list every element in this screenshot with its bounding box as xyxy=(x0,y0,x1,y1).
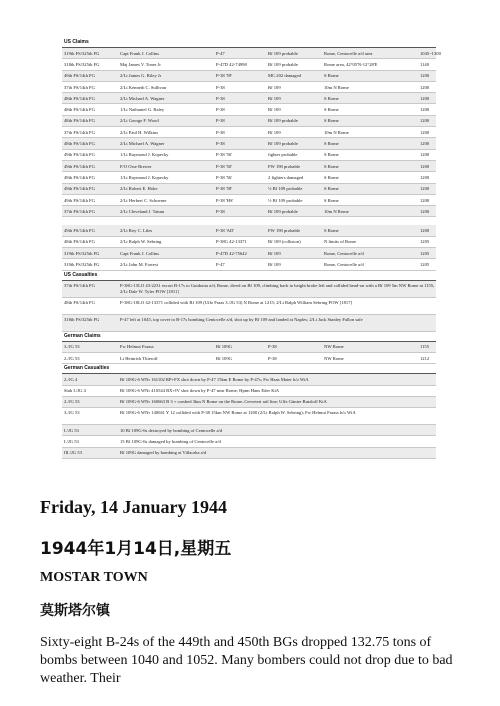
table-cell: 2/Lt Kenneth C. Sullivan xyxy=(120,84,167,90)
table-cell: 48th FS/14th FG xyxy=(64,107,95,113)
table-cell: 49th FS/14th FG xyxy=(64,152,95,158)
table-cell: 49th FS/14th FG xyxy=(64,228,95,234)
table-cell: 1/Lt Nathaniel G. Raley xyxy=(120,107,165,113)
table-cell: I./JG 53 xyxy=(64,427,79,433)
table-cell: P-38 '56' xyxy=(216,152,233,158)
table-cell: P-38 xyxy=(216,129,225,135)
table-cell: 10m N Rome xyxy=(324,84,349,90)
table-cell: Maj James V. Toner Jr xyxy=(120,61,161,67)
table-cell: P-38 xyxy=(268,355,277,361)
section-german-casualties: German Casualties xyxy=(62,364,436,374)
table-cell: 37th FS/14th FG xyxy=(64,129,95,135)
table-row xyxy=(62,281,436,298)
table-row xyxy=(62,374,436,385)
table-row xyxy=(62,161,436,172)
table-cell: P-47 xyxy=(216,261,225,267)
us-claims-rows-continued xyxy=(62,225,436,270)
table-cell: 49th FS/14th FG xyxy=(64,186,95,192)
table-cell: P-47 xyxy=(216,50,225,56)
table-cell: 319th FS/325th FG xyxy=(64,50,100,56)
table-cell: P-38 xyxy=(216,107,225,113)
table-row xyxy=(62,342,436,353)
table-cell: Bf 109G xyxy=(216,344,232,350)
table-cell: 1200 xyxy=(420,118,430,124)
table-cell: 49th FS/14th FG xyxy=(64,163,95,169)
table-cell: 2/Lt Michael A. Wagner xyxy=(120,95,165,101)
table-cell: S Rome xyxy=(324,95,339,101)
table-cell: 49th FS/14th FG xyxy=(64,73,95,79)
table-cell: 1200 xyxy=(420,163,430,169)
table-cell: 1/Lt Raymond J. Kopecky xyxy=(120,152,169,158)
table-cell: Stab I./JG 4 xyxy=(64,388,86,394)
table-cell: 1200 xyxy=(420,228,430,234)
table-row xyxy=(62,436,436,447)
table-row xyxy=(62,353,436,364)
table-cell: F/O Orse Brewer xyxy=(120,163,152,169)
table-cell: 37th FS/14th FG xyxy=(64,208,95,214)
table-cell: S Rome xyxy=(324,107,339,113)
section-us-claims: US Claims xyxy=(62,38,436,48)
date-heading-chinese: 1944年1月14日,星期五 xyxy=(40,539,232,559)
table-cell: NW Rome xyxy=(324,355,344,361)
table-cell: 2/Lt Cleveland J. Tatum xyxy=(120,208,165,214)
table-row xyxy=(62,386,436,397)
table-cell: 2/Lt Paul H. Wilkins xyxy=(120,129,159,135)
table-cell: Bf 109 xyxy=(268,129,281,135)
table-row xyxy=(62,150,436,161)
table-cell: 49th FS/14th FG xyxy=(64,197,95,203)
table-row xyxy=(62,225,436,236)
table-cell: MC.202 damaged xyxy=(268,73,301,79)
table-row xyxy=(62,138,436,149)
table-cell: S Rome xyxy=(324,174,339,180)
table-cell: 2./JG 53 xyxy=(64,355,80,361)
table-row xyxy=(62,408,436,425)
table-cell: NW Rome xyxy=(324,344,344,350)
table-cell: 48th FS/14th FG xyxy=(64,299,95,305)
table-cell: 1200 xyxy=(420,186,430,192)
table-cell: 1/Lt Raymond J. Kopecky xyxy=(120,174,169,180)
table-cell: 1200 xyxy=(420,197,430,203)
table-row xyxy=(62,48,441,59)
table-cell: 49th FS/14th FG xyxy=(64,174,95,180)
table-row xyxy=(62,172,436,183)
table-cell: 2/Lt George F. Wood xyxy=(120,118,159,124)
table-cell: S Rome xyxy=(324,197,339,203)
table-cell: 2/Lt Herbert C. Schoener xyxy=(120,197,167,203)
table-cell: ½ Bf 109 probable xyxy=(268,197,303,203)
table-cell: 2 fighters damaged xyxy=(268,174,304,180)
body-paragraph: Sixty-eight B-24s of the 449th and 450th BGs dropped 132.75 tons of bombs between 1040 and 1052. Many bombers could not drop due to bad weather. Their xyxy=(40,635,453,686)
table-cell: P-38G 42-13371 xyxy=(216,239,247,245)
table-cell: 1200 xyxy=(420,129,430,135)
table-cell: 1200 xyxy=(420,73,430,79)
table-cell: Bf 109 xyxy=(268,84,281,90)
table-cell: 1212 xyxy=(420,355,430,361)
table-row xyxy=(62,93,436,104)
section-german-claims: German Claims xyxy=(62,332,436,342)
table-cell: Bf 109 probable xyxy=(268,208,298,214)
table-cell: P-38 '56' xyxy=(216,174,233,180)
table-cell: 10m N Rome xyxy=(324,208,349,214)
table-cell: Bf 109G-6 WNr 161102 RP+FX shot down by P-47 15km E Rome by P-47s; Fw Hans Maier b/o WiA xyxy=(120,376,309,382)
table-cell: Bf 109 probable xyxy=(268,118,298,124)
table-cell: 1200 xyxy=(420,174,430,180)
table-cell: P-38 xyxy=(216,118,225,124)
table-cell: Bf 109G-6 WNr 140041 Y 12 collided with P-38 15km NW Rome at 1200 (2/Lt Ralph W. Sebring); Fw Helmut Fraass b/o WiA xyxy=(120,410,356,416)
table-cell: 2/Lt Roy C. Liles xyxy=(120,228,153,234)
table-cell: S Rome xyxy=(324,186,339,192)
table-cell: 1200 xyxy=(420,107,430,113)
table-cell: 2/Lt James G. Riley Jr xyxy=(120,73,162,79)
table-row xyxy=(62,237,436,248)
table-cell: 1205 xyxy=(420,239,430,245)
us-claims-rows xyxy=(62,48,441,217)
table-cell: P-38 xyxy=(216,141,225,147)
table-cell: 48th FS/14th FG xyxy=(64,118,95,124)
table-cell: 15 Bf 109G-6s damaged by bombing of Centocelle a/d xyxy=(120,439,221,445)
table-cell: S Rome xyxy=(324,73,339,79)
table-cell: 1200 xyxy=(420,95,430,101)
table-row xyxy=(62,206,436,217)
table-cell: 3./JG 53 xyxy=(64,410,80,416)
table-row xyxy=(62,248,436,259)
table-row xyxy=(62,127,436,138)
table-cell: P-38 xyxy=(216,95,225,101)
table-cell: Bf 109G-6 WNr 410544 BX+IV shot down by P-47 near Rome; Hptm Hans Eder KiA xyxy=(120,388,280,394)
table-row xyxy=(62,104,436,115)
table-cell: P-38 '58' xyxy=(216,186,233,192)
table-cell: 318th FS/325th FG xyxy=(64,316,100,322)
table-cell: 37th FS/14th FG xyxy=(64,84,95,90)
table-cell: Rome, Centocelle a/d area xyxy=(324,50,373,56)
table-cell: Bf 109 probable xyxy=(268,61,298,67)
table-cell: 48th FS/14th FG xyxy=(64,95,95,101)
table-cell: 3./JG 53 xyxy=(64,344,80,350)
table-cell: P-38 'AD' xyxy=(216,228,235,234)
table-cell: S Rome xyxy=(324,163,339,169)
table-cell: P-38 xyxy=(268,344,277,350)
table-cell: Bf 109 xyxy=(268,250,281,256)
table-cell: P-38 xyxy=(216,208,225,214)
table-cell: 1205 xyxy=(420,250,430,256)
table-cell: S Rome xyxy=(324,118,339,124)
table-cell: 1155 xyxy=(420,344,430,350)
table-cell: S Rome xyxy=(324,152,339,158)
table-cell: 1045~1300 xyxy=(420,50,441,56)
table-cell: Bf 109G xyxy=(216,355,232,361)
table-cell: Bf 109 xyxy=(268,261,281,267)
german-claims-rows xyxy=(62,342,436,365)
table-cell: Bf 109 xyxy=(268,107,281,113)
table-cell: 1200 xyxy=(420,141,430,147)
table-cell: N limits of Rome xyxy=(324,239,357,245)
table-cell: P-38 xyxy=(216,84,225,90)
table-cell: 37th FS/14th FG xyxy=(64,282,95,288)
table-cell: Fw Helmut Fraass xyxy=(120,344,154,350)
table-cell: 1205 xyxy=(420,261,430,267)
table-cell: Bf 109 probable xyxy=(268,141,298,147)
table-cell: Rome, Centocelle a/d xyxy=(324,250,364,256)
table-cell: III./JG 53 xyxy=(64,450,82,456)
table-row xyxy=(62,397,436,408)
date-heading: Friday, 14 January 1944 xyxy=(40,497,228,517)
table-cell: 2./JG 4 xyxy=(64,376,78,382)
table-row xyxy=(62,298,436,315)
table-row xyxy=(62,259,436,270)
table-row xyxy=(62,71,436,82)
table-cell: 319th FS/325th FG xyxy=(64,261,100,267)
table-cell: Bf 109 xyxy=(268,95,281,101)
table-cell: fighter probable xyxy=(268,152,298,158)
table-cell: P-38G-15LO 43-2231 escort B-17s to Guidonia a/d, Rome, dived on Bf 109, climbing back to height broke left and collided head-on with a Bf 109 5m NW Rome at 1155; 2/Lt Dale W. Tyler POW [1811] xyxy=(120,282,435,295)
table-cell: P-47 left at 1045, top cover to B-17s bombing Centocelle a/d, shot up by Bf 109 and landed at Naples; 2/Lt Jack Stanley Fallon safe xyxy=(120,316,363,322)
table-row xyxy=(62,195,436,206)
table-cell: S Rome xyxy=(324,228,339,234)
table-cell: 10 Bf 109G-6s destroyed by bombing of Centocelle a/d xyxy=(120,427,223,433)
target-heading: MOSTAR TOWN xyxy=(40,570,148,585)
table-cell: 2./JG 53 xyxy=(64,399,80,405)
table-cell: 1200 xyxy=(420,152,430,158)
table-cell: 2/Lt Michael A. Wagner xyxy=(120,141,165,147)
table-cell: S Rome xyxy=(324,141,339,147)
table-cell: FW 190 probable xyxy=(268,163,301,169)
table-cell: P-38 'HS' xyxy=(216,197,234,203)
table-row xyxy=(62,425,436,436)
table-cell: 48th FS/14th FG xyxy=(64,239,95,245)
table-cell: 2/Lt John M. Forrest xyxy=(120,261,159,267)
us-casualties-rows xyxy=(62,281,436,332)
table-row xyxy=(62,184,436,195)
table-cell: P-47D 42-74998 xyxy=(216,61,247,67)
table-cell: Bf 109 probable xyxy=(268,50,298,56)
table-cell: 1140 xyxy=(420,61,430,67)
table-cell: Bf 109G-6 WNr 160663 B 3 + crashed 3km N Rome on the Rome–Cerveteri rail line; Uffz Günter Butzloff KiA xyxy=(120,399,327,405)
table-cell: P-38 '59' xyxy=(216,73,233,79)
combat-records-table xyxy=(62,38,441,459)
table-cell: 2/Lt Ralph W. Sebring xyxy=(120,239,162,245)
section-us-casualties: US Casualties xyxy=(62,271,436,281)
table-cell: Rome area, 42°05'N-12°28'E xyxy=(324,61,378,67)
german-casualties-rows xyxy=(62,374,436,459)
table-cell: I./JG 53 xyxy=(64,439,79,445)
table-row xyxy=(62,116,436,127)
table-cell: P-47D 42-75642 xyxy=(216,250,247,256)
table-cell: ½ Bf 109 probable xyxy=(268,186,303,192)
table-cell: 1200 xyxy=(420,208,430,214)
table-cell: 319th FS/325th FG xyxy=(64,250,100,256)
table-cell: 2/Lt Robert E. Hoke xyxy=(120,186,158,192)
table-cell: 318th FS/325th FG xyxy=(64,61,100,67)
target-heading-chinese: 莫斯塔尔镇 xyxy=(40,603,110,619)
table-cell: Rome, Centocelle a/d xyxy=(324,261,364,267)
table-cell: 10m N Rome xyxy=(324,129,349,135)
table-cell: P-38G-10LO 42-13371 collided with Bf 109 (Uffz Fraas 3./JG 53) N Rome at 1215; 2/Lt Ralph William Sebring POW [1817] xyxy=(120,299,353,305)
table-row xyxy=(62,82,436,93)
table-cell: 1200 xyxy=(420,84,430,90)
table-cell: P-38 '50' xyxy=(216,163,233,169)
table-cell: Bf 109G damaged by bombing at Villaorba a/d xyxy=(120,450,207,456)
table-cell: Bf 109 (collision) xyxy=(268,239,301,245)
table-cell: Capt Frank J. Collins xyxy=(120,50,160,56)
table-gap xyxy=(62,217,436,225)
table-row xyxy=(62,315,436,332)
table-cell: 48th FS/14th FG xyxy=(64,141,95,147)
table-cell: FW 190 probable xyxy=(268,228,301,234)
table-cell: Capt Frank J. Collins xyxy=(120,250,160,256)
table-row xyxy=(62,59,436,70)
table-row xyxy=(62,448,436,459)
table-cell: Lt Heinrich Thieroff xyxy=(120,355,158,361)
